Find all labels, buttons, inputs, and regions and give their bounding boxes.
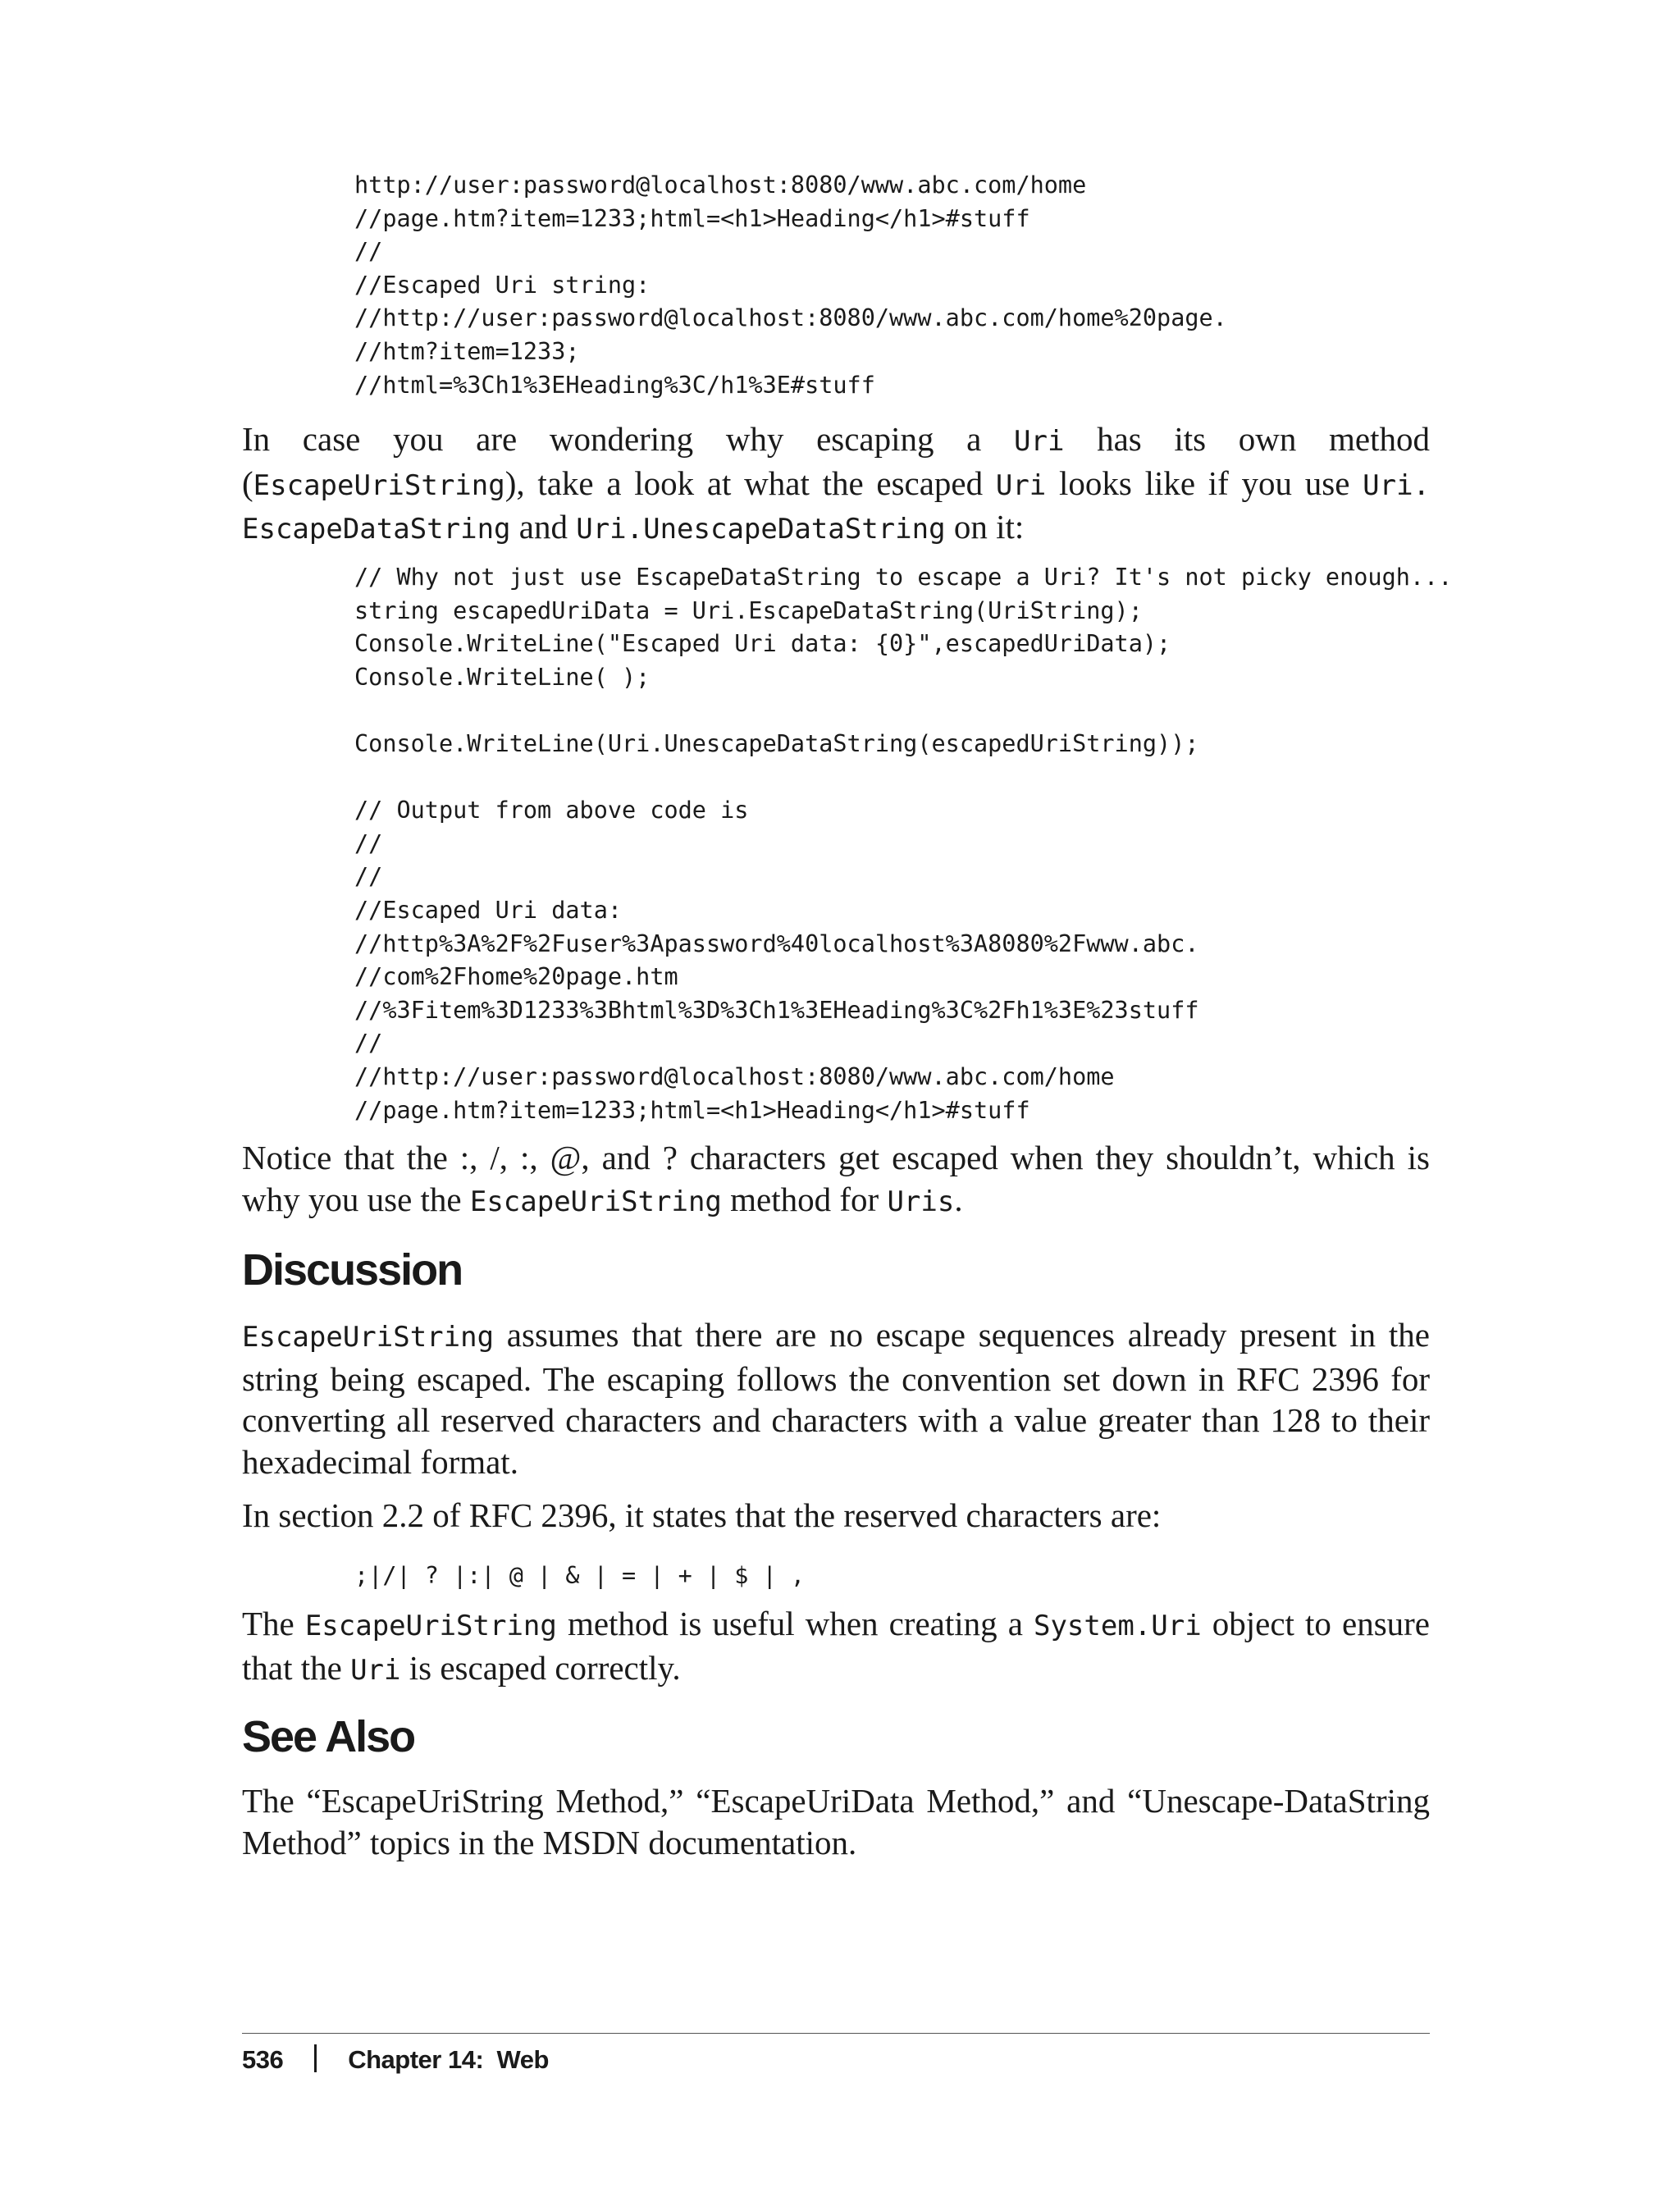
text-run: assumes that there are no escape sequences already present in the string being escaped. The escaping follows the convention set down in RFC 2396 for converting all reserved characters and characters with a value greater than 128 to their hexadecimal format. bbox=[242, 1316, 1430, 1481]
inline-code: EscapeDataString bbox=[242, 513, 511, 546]
text-run: . bbox=[954, 1180, 963, 1218]
paragraph-escape-uri-usage bbox=[242, 1603, 1430, 1691]
code-block-escape-data-string: // Why not just use EscapeDataString to escape a Uri? It's not picky enough... string escapedUriData = Uri.EscapeDataString(UriString); Console.WriteLine("Escaped Uri data: {0}",escapedUriData); Console.WriteLine( ); Console.WriteLine(Uri.UnescapeDataString(escapedUriString)); // Output from above code is // // //Escaped Uri data: //http%3A%2F%2Fuser%3Apassword%40localhost%3A8080%2Fwww.abc. //com%2Fhome%20page.htm //%3Fitem%3D1233%3Bhtml%3D%3Ch1%3EHeading%3C%2Fh1%3E%23stuff // //http://user:password@localhost:8080/www.abc.com/home //page.htm?item=1233;html=<h1>Heading</h1>#stuff bbox=[354, 564, 1453, 1124]
inline-code: EscapeUriString bbox=[253, 468, 505, 502]
text-run: is escaped correctly. bbox=[400, 1648, 681, 1687]
text-run: on it: bbox=[945, 508, 1025, 546]
inline-code: Uri bbox=[1014, 425, 1065, 458]
inline-code: EscapeUriString bbox=[242, 1321, 495, 1354]
inline-code: System.Uri bbox=[1033, 1610, 1202, 1642]
code-block-reserved-characters: ;|/| ? |:| @ | & | = | + | $ | , bbox=[354, 1562, 806, 1589]
text-run: ), take a look at what the escaped bbox=[504, 464, 996, 502]
page-footer bbox=[242, 2044, 549, 2076]
heading-see-also: See Also bbox=[242, 1712, 415, 1761]
inline-code: Uris bbox=[887, 1185, 955, 1218]
page-number: 536 bbox=[242, 2045, 284, 2074]
text-run: and bbox=[510, 508, 577, 546]
paragraph-see-also: The “EscapeUriString Method,” “EscapeUriData Method,” and “Unescape-DataString Method” topics in the MSDN documentation. bbox=[242, 1782, 1430, 1861]
inline-code: EscapeUriString bbox=[304, 1610, 557, 1642]
chapter-title: Chapter 14: Web bbox=[348, 2045, 549, 2074]
text-run: object to ensure that the bbox=[242, 1605, 1430, 1687]
inline-code: Uri. bbox=[1363, 468, 1431, 502]
text-run: In case you are wondering why escaping a bbox=[242, 420, 1015, 458]
text-run: The bbox=[242, 1605, 305, 1642]
paragraph-rfc-section: In section 2.2 of RFC 2396, it states that the reserved characters are: bbox=[242, 1496, 1162, 1534]
text-run: looks like if you use bbox=[1046, 464, 1363, 502]
inline-code: EscapeUriString bbox=[469, 1185, 722, 1218]
inline-code: Uri bbox=[350, 1653, 401, 1687]
footer-separator bbox=[314, 2044, 317, 2072]
paragraph-notice bbox=[242, 1137, 1430, 1222]
text-run: method is useful when creating a bbox=[556, 1605, 1034, 1642]
text-run: has its own method ( bbox=[242, 420, 1430, 502]
text-run: Notice that the :, /, :, @, and ? characters get escaped when they shouldn’t, which is why you use the bbox=[242, 1139, 1430, 1218]
paragraph-escape-intro bbox=[242, 418, 1430, 550]
paragraph-discussion bbox=[242, 1314, 1430, 1482]
inline-code: Uri bbox=[995, 468, 1047, 502]
inline-code: Uri.UnescapeDataString bbox=[576, 513, 946, 546]
code-block-output-escaped-uri: http://user:password@localhost:8080/www.abc.com/home //page.htm?item=1233;html=<h1>Heading</h1>#stuff // //Escaped Uri string: //http://user:password@localhost:8080/www.abc.com/home%20page. //htm?item=1233; //html=%3Ch1%3EHeading%3C/h1%3E#stuff bbox=[354, 171, 1227, 399]
text-run: method for bbox=[721, 1180, 888, 1218]
footer-divider bbox=[242, 2033, 1430, 2034]
heading-discussion: Discussion bbox=[242, 1245, 463, 1295]
